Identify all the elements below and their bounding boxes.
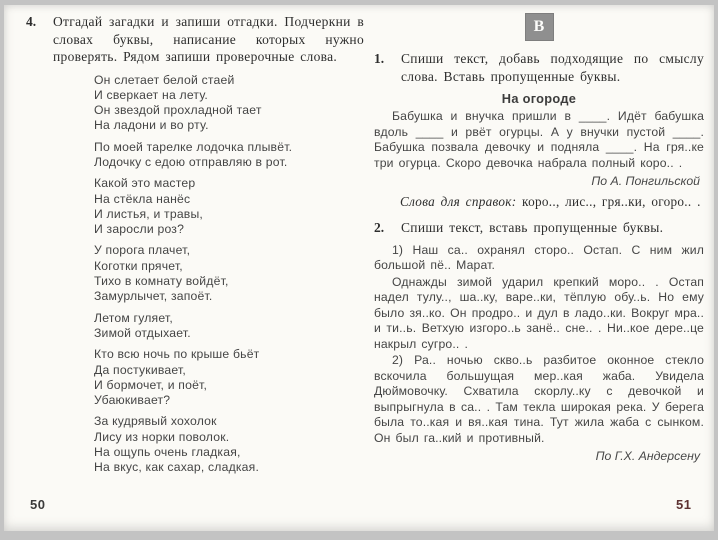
riddle-stanza <box>94 140 364 171</box>
page-left <box>26 13 364 482</box>
riddle-stanza <box>94 73 364 134</box>
exercise-1-instruction: Спиши текст, добавь подходящие по смыслу слова. Вставь пропущенные буквы. <box>401 51 704 84</box>
text-paragraph: 2) Ра.. ночью скво..ь разбитое оконное стекло вскочила большущая мер..кая жаба. Увидела Дюймовочку. Схватила скорлу..ку с девочкой и выпрыгнула в са.. . Там текла широкая река. У берега была то..кая и вя..кая тина. Тут жила жаба с сынком. Он был га..кий и противный. <box>374 353 704 445</box>
text-paragraph: 1) Наш са.. охранял сторо.. Остап. С ним жил большой пё.. Марат. <box>374 242 704 272</box>
poem-line: У порога плачет, <box>94 243 191 258</box>
poem-line: На стёкла нанёс <box>94 191 191 206</box>
exercise-1-attribution: По А. Понгильской <box>591 174 700 188</box>
riddle-stanza <box>94 176 364 237</box>
page-number-right: 51 <box>676 497 692 512</box>
poem-line: Лису из норки поволок. <box>94 429 230 444</box>
poem-line: И заросли роз? <box>94 222 185 237</box>
poem-line: Кто всю ночь по крыше бьёт <box>94 347 260 362</box>
poem-line: Летом гуляет, <box>94 310 173 325</box>
poem-line: На вкус, как сахар, сладкая. <box>94 460 260 475</box>
reference-words <box>374 193 704 210</box>
poem-line: За кудрявый хохолок <box>94 414 217 429</box>
exercise-2-number: 2. <box>374 220 385 235</box>
exercise-1 <box>374 50 704 85</box>
page-right <box>374 13 704 467</box>
riddle-stanza <box>94 311 364 342</box>
reference-words-label: Слова для справок: <box>400 194 517 209</box>
poem-line: Да постукивает, <box>94 362 186 377</box>
riddle-stanza <box>94 347 364 408</box>
riddle-stanza <box>94 414 364 475</box>
poem-line: Зимой отдыхает. <box>94 325 191 340</box>
poem-line: Тихо в комнату войдёт, <box>94 274 229 289</box>
poem-line: Коготки прячет, <box>94 258 183 273</box>
exercise-2-attribution: По Г.Х. Андерсену <box>595 449 700 463</box>
text-paragraph: Однажды зимой ударил крепкий моро.. . Остап надел тулу.., ша..ку, варе..ки, тёплую обу..ь. Но ему было зя..ко. Он продро.. и дул в ладо..ки. Вокруг мра.. и ти..ь. Ветхую изгоро..ь занё.. сне.. . Ни..кое дере..це накрыл сугро.. . <box>374 274 704 351</box>
poem-line: Убаюкивает? <box>94 393 171 408</box>
poem-line: Он звездой прохладной тает <box>94 103 262 118</box>
reference-words-list: коро.., лис.., гря..ки, огоро.. . <box>522 194 701 209</box>
story-title: На огороде <box>501 91 577 106</box>
exercise-4-instruction: Отгадай загадки и запиши отгадки. Подчеркни в словах буквы, написание которых нужно проверять. Рядом запиши проверочные слова. <box>53 14 364 64</box>
poem-line: На ладони и во рту. <box>94 118 209 133</box>
exercise-1-number: 1. <box>374 51 385 66</box>
poem-line: И листья, и травы, <box>94 206 204 221</box>
exercise-1-body: Бабушка и внучка пришли в ____. Идёт бабушка вдоль ____ и рвёт огурцы. А у внучки пустой ____. Бабушка позвала девочку и подняла ____. На гря..ке три огурца. Скоро девочка набрала полный коро.. . <box>374 109 704 170</box>
exercise-2-instruction: Спиши текст, вставь пропущенные буквы. <box>401 220 664 235</box>
poem-line: Замурлычет, запоёт. <box>94 289 213 304</box>
poem-line: На ощупь очень гладкая, <box>94 445 241 460</box>
exercise-4-number: 4. <box>26 14 37 29</box>
section-letter-badge: В <box>525 13 554 41</box>
poem-line: И бормочет, и поёт, <box>94 377 208 392</box>
riddle-stanzas <box>94 73 364 476</box>
poem-line: И сверкает на лету. <box>94 87 209 102</box>
page-number-left: 50 <box>30 497 46 512</box>
riddle-stanza <box>94 243 364 304</box>
exercise-4 <box>26 13 364 66</box>
poem-line: Лодочку с едою отправляю в рот. <box>94 154 288 169</box>
exercise-2 <box>374 219 704 237</box>
poem-line: По моей тарелке лодочка плывёт. <box>94 139 293 154</box>
poem-line: Какой это мастер <box>94 176 196 191</box>
exercise-2-paragraphs <box>374 243 704 447</box>
poem-line: Он слетает белой стаей <box>94 72 235 87</box>
